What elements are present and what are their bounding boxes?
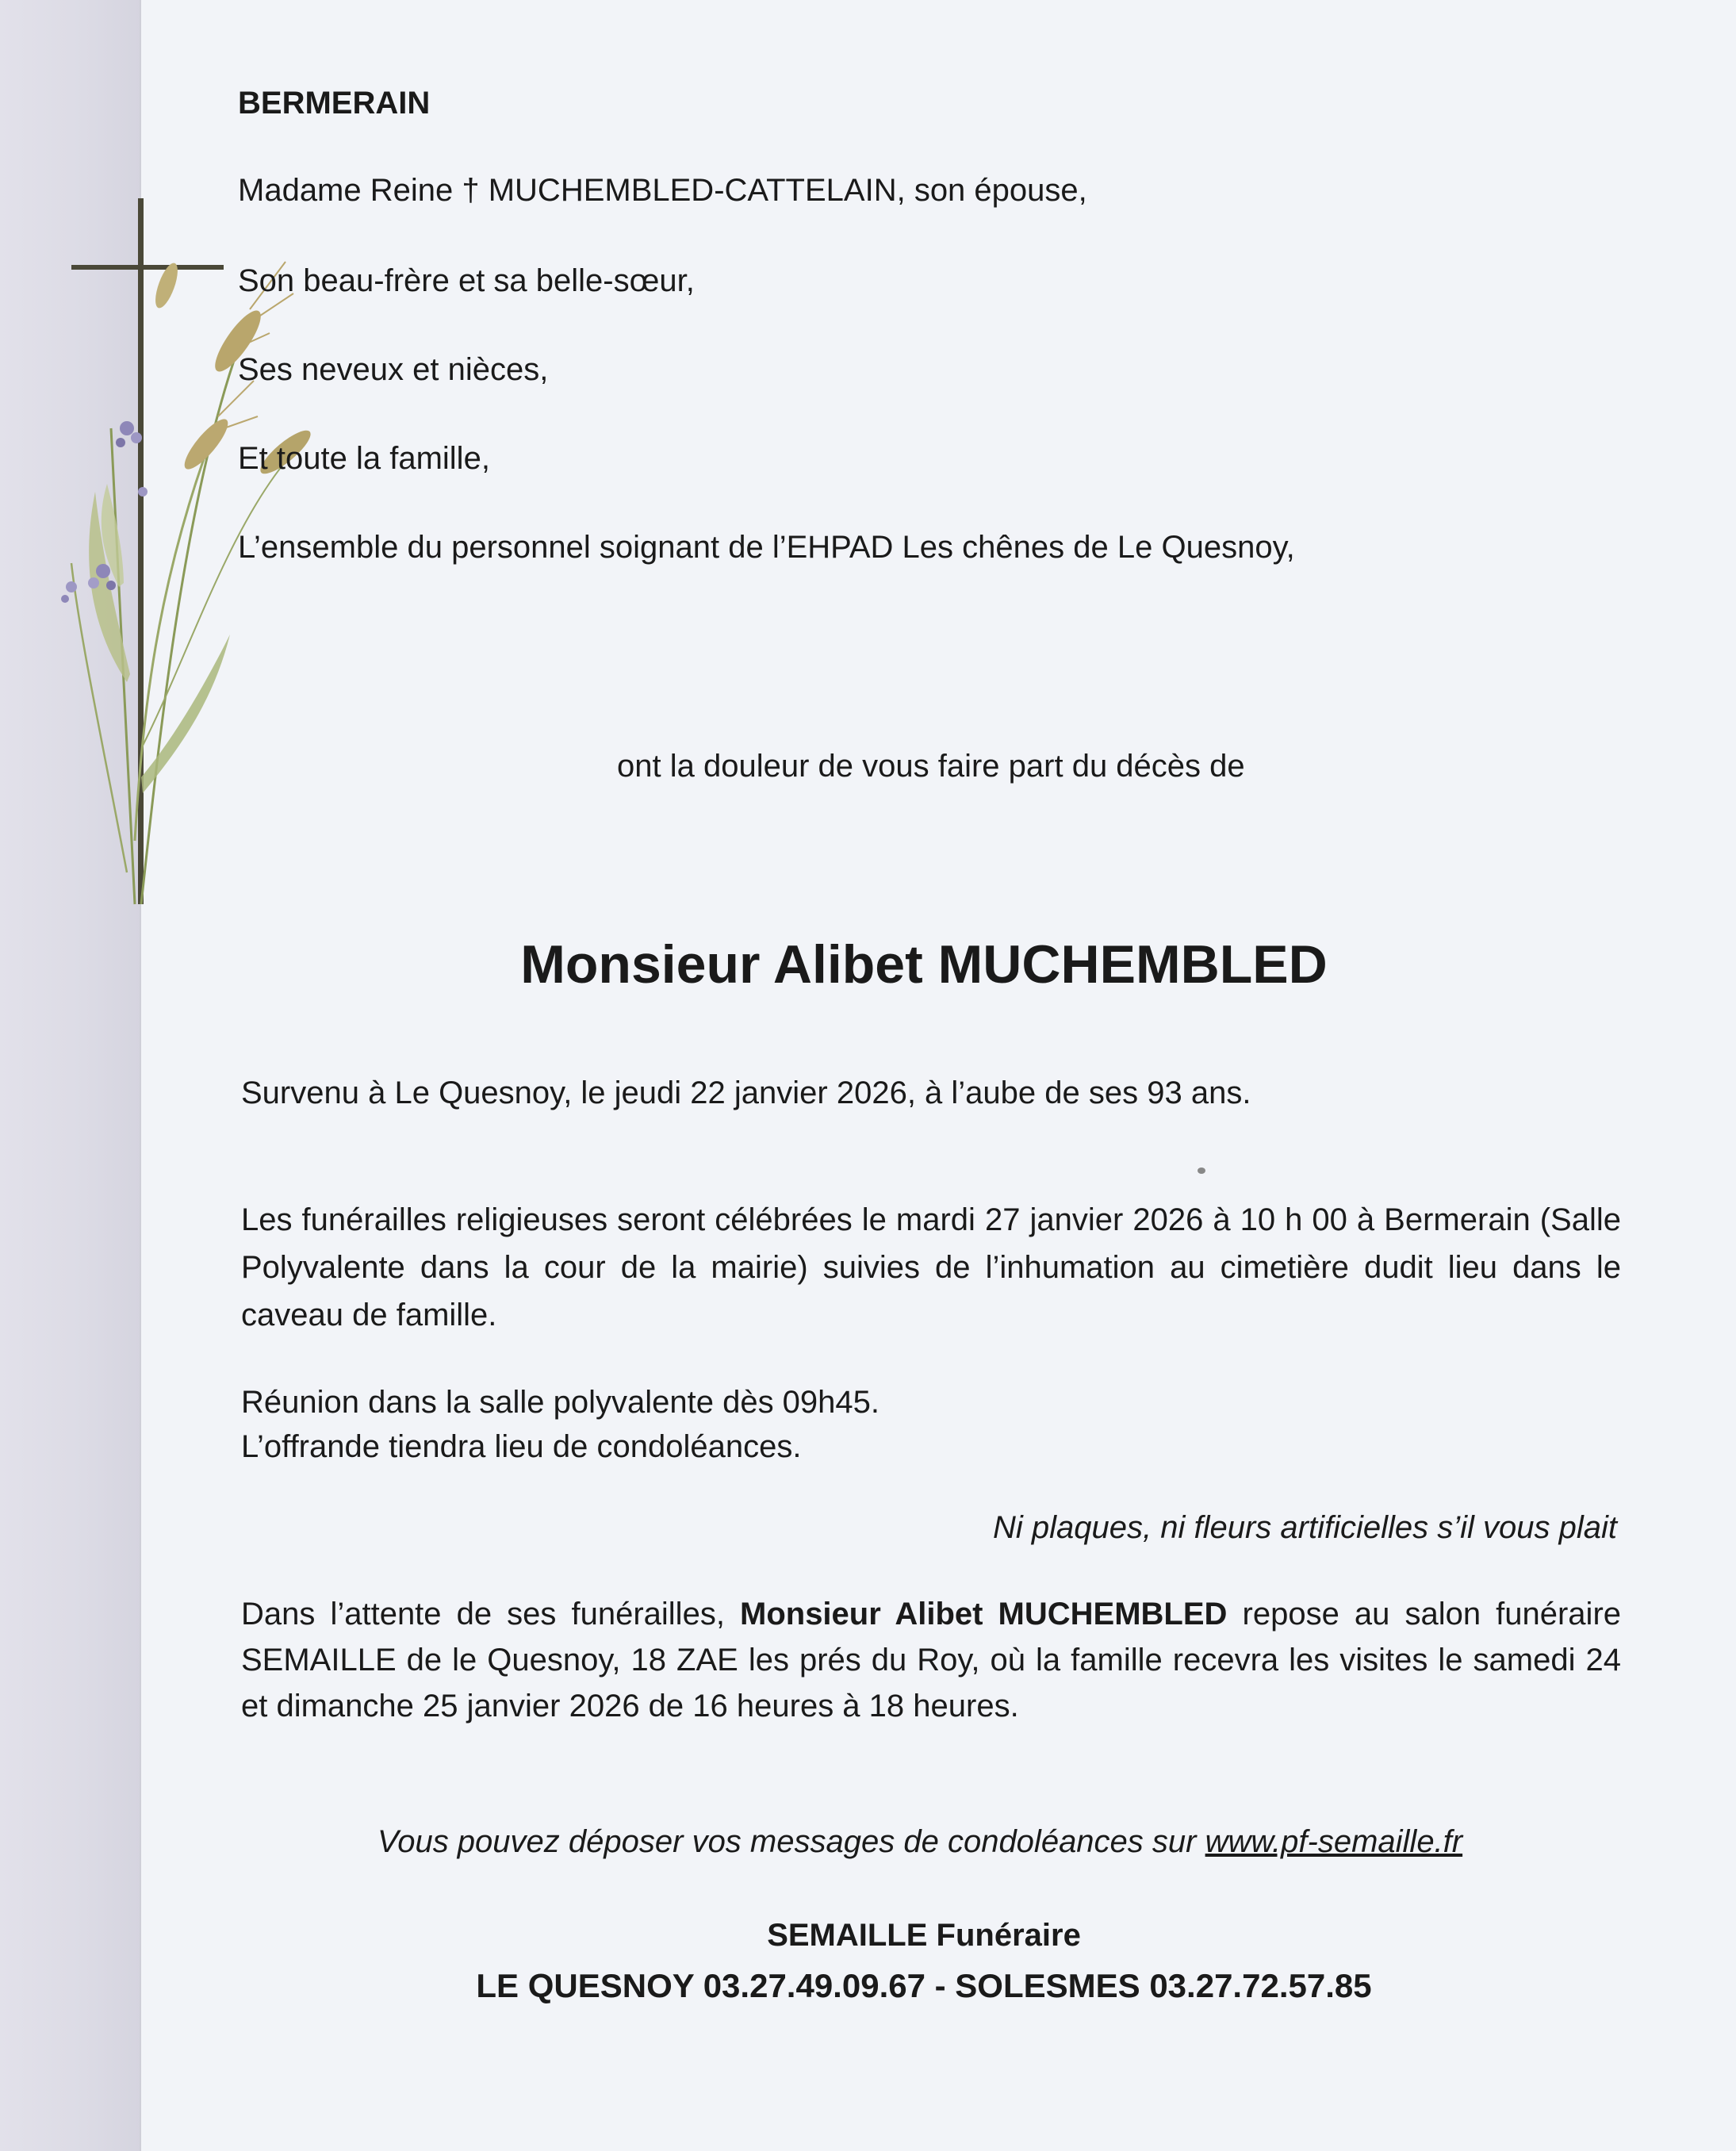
family-line-nephews: Ses neveux et nièces, (238, 352, 549, 387)
family-line-family: Et toute la famille, (238, 441, 490, 476)
meeting-time: Réunion dans la salle polyvalente dès 09h45. (241, 1385, 880, 1420)
condolences-link[interactable]: www.pf-semaille.fr (1205, 1824, 1463, 1859)
place-heading: BERMERAIN (238, 86, 431, 121)
deceased-name: Monsieur Alibet MUCHEMBLED (520, 934, 1328, 995)
speck (1198, 1168, 1205, 1174)
company-name: SEMAILLE Funéraire (767, 1918, 1081, 1953)
condolences-text: Vous pouvez déposer vos messages de condoléances sur (377, 1824, 1205, 1859)
wake-text-before: Dans l’attente de ses funérailles, (241, 1597, 740, 1631)
no-flowers-note: Ni plaques, ni fleurs artificielles s’il vous plait (993, 1510, 1617, 1545)
family-line-staff: L’ensemble du personnel soignant de l’EHPAD Les chênes de Le Quesnoy, (238, 530, 1295, 565)
wake-text-after: repose au salon funéraire SEMAILLE de le Quesnoy, 18 ZAE les prés du Roy, où la famille recevra les visites le samedi 24 et dimanche 25 janvier 2026 de 16 heures à 18 heures. (241, 1597, 1622, 1723)
family-line-spouse: Madame Reine † MUCHEMBLED-CATTELAIN, son épouse, (238, 173, 1087, 208)
funeral-details: Les funérailles religieuses seront célébrées le mardi 27 janvier 2026 à 10 h 00 à Bermerain (Salle Polyvalente dans la cour de la mairie) suivies de l’inhumation au cimetière dudit lieu dans le caveau de famille. (241, 1202, 1621, 1332)
company-contacts: LE QUESNOY 03.27.49.09.67 - SOLESMES 03.27.72.57.85 (476, 1967, 1372, 2004)
announcement-text: ont la douleur de vous faire part du décès de (617, 749, 1245, 784)
wake-details (241, 1591, 1621, 1729)
offering-note: L’offrande tiendra lieu de condoléances. (241, 1429, 802, 1464)
wake-deceased-name: Monsieur Alibet MUCHEMBLED (740, 1597, 1228, 1631)
condolences-line (377, 1823, 1462, 1861)
family-line-in-laws: Son beau-frère et sa belle-sœur, (238, 263, 695, 298)
cross-horizontal-bar (71, 265, 224, 270)
death-info: Survenu à Le Quesnoy, le jeudi 22 janvier 2026, à l’aube de ses 93 ans. (241, 1076, 1251, 1110)
